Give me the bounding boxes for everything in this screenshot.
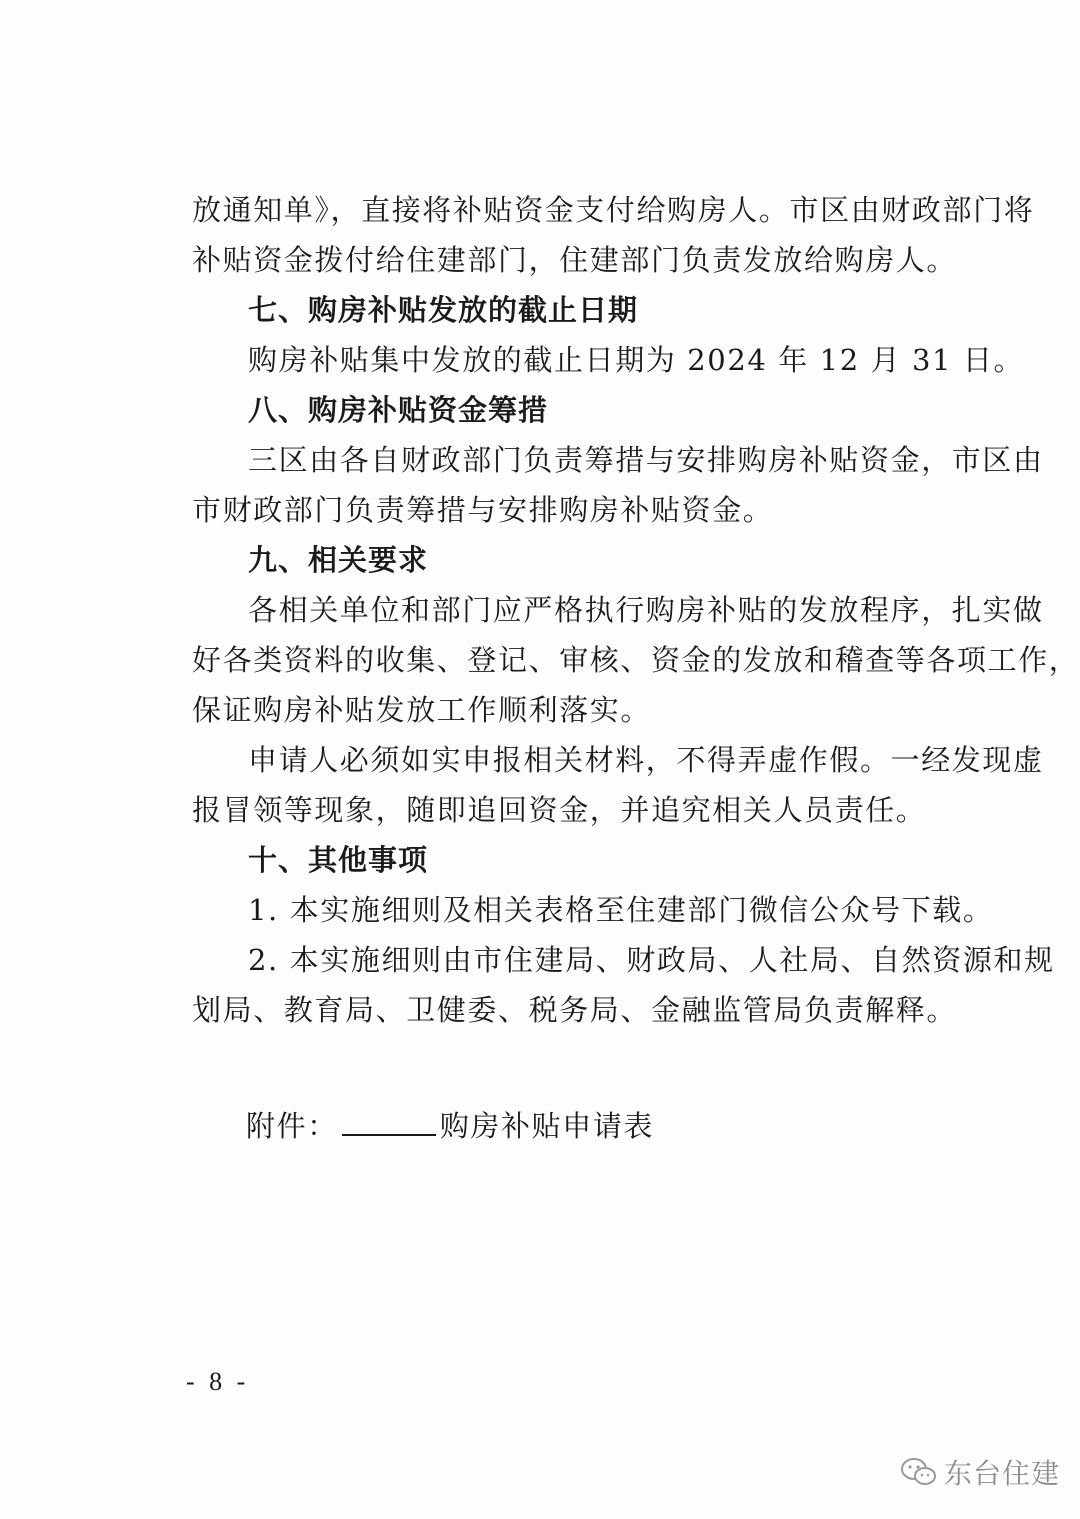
body-line: 2. 本实施细则由市住建局、财政局、人社局、自然资源和规 [248,943,1055,977]
attachment-label: 附件： [246,1109,338,1143]
body-line: 申请人必须如实申报相关材料，不得弄虚作假。一经发现虚 [248,743,1044,777]
attachment-line [246,1104,654,1146]
body-line: 三区由各自财政部门负责筹措与安排购房补贴资金，市区由 [248,443,1044,477]
attachment-title: 购房补贴申请表 [439,1109,655,1143]
body-line: 购房补贴集中发放的截止日期为 2024 年 12 月 31 日。 [248,343,1025,377]
section-heading-9: 九、相关要求 [248,543,429,577]
body-line: 划局、教育局、卫健委、税务局、金融监管局负责解释。 [192,993,958,1027]
attachment-blank [342,1104,436,1136]
body-line: 各相关单位和部门应严格执行购房补贴的发放程序，扎实做 [248,593,1044,627]
watermark-text: 东台住建 [944,1457,1061,1490]
section-heading-7: 七、购房补贴发放的截止日期 [248,293,639,327]
wechat-icon [900,1457,938,1487]
body-line: 放通知单》，直接将补贴资金支付给购房人。市区由财政部门将 [192,193,1035,227]
page-number: - 8 - [186,1367,250,1396]
body-line: 好各类资料的收集、登记、审核、资金的发放和稽查等各项工作， [192,643,1080,677]
section-heading-10: 十、其他事项 [248,843,429,877]
section-heading-8: 八、购房补贴资金筹措 [248,393,549,427]
body-line: 保证购房补贴发放工作顺利落实。 [192,693,652,727]
body-line: 1. 本实施细则及相关表格至住建部门微信公众号下载。 [248,893,994,927]
body-line: 补贴资金拨付给住建部门，住建部门负责发放给购房人。 [192,243,958,277]
body-line: 报冒领等现象，随即追回资金，并追究相关人员责任。 [192,793,927,827]
watermark [900,1452,1060,1492]
body-line: 市财政部门负责筹措与安排购房补贴资金。 [192,493,774,527]
